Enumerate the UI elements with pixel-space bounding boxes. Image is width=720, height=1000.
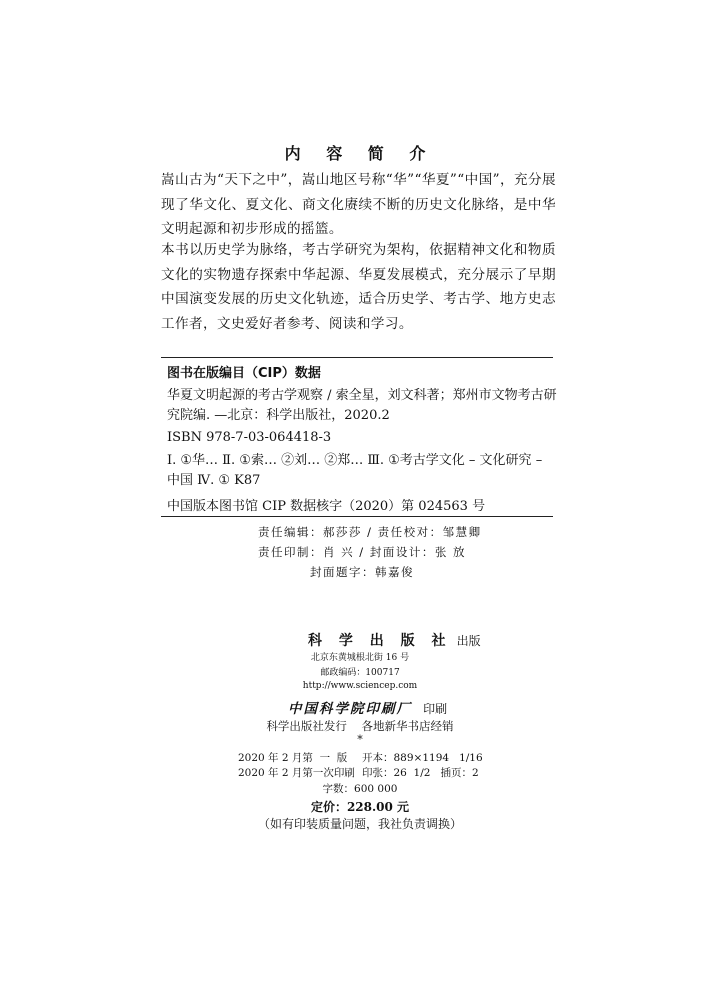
printer-suffix: 印刷 xyxy=(423,702,448,716)
publisher-logo: 科 学 出 版 社 xyxy=(308,633,452,649)
publisher-suffix: 出版 xyxy=(456,634,481,648)
print-sheets: 印张：26 1/2 插页：2 xyxy=(362,767,479,779)
distribution-line: 科学出版社发行 各地新华书店经销 xyxy=(266,719,454,733)
cip-heading: 图书在版编目（CIP）数据 xyxy=(167,366,321,381)
cip-isbn: ISBN 978-7-03-064418-3 xyxy=(167,430,332,445)
cip-verification: 中国版本图书馆 CIP 数据核字（2020）第 024563 号 xyxy=(167,499,486,514)
quality-notice: （如有印装质量问题，我社负责调换） xyxy=(257,817,462,831)
word-count: 字数：600 000 xyxy=(322,783,398,795)
edition-date: 2020 年 2 月第 一 版 xyxy=(238,752,348,764)
staff-production: 责任印制：肖 兴 / 封面设计：张 放 xyxy=(258,545,466,559)
publisher-address: 北京东黄城根北街 16 号 xyxy=(310,653,410,663)
cip-top-rule xyxy=(161,357,553,358)
book-format: 开本：889×1194 1/16 xyxy=(362,752,483,764)
printer-logo: 中国科学院印刷厂 xyxy=(288,701,412,717)
printer-line xyxy=(288,697,447,717)
print-date: 2020 年 2 月第一次印刷 xyxy=(238,767,355,779)
price: 定价：228.00 元 xyxy=(310,800,410,814)
cip-record: 华夏文明起源的考古学观察 / 索全星，刘文科著；郑州市文物考古研究院编. —北京：科学出版社，2020.2 xyxy=(167,388,557,423)
summary-title: 内 容 简 介 xyxy=(284,144,436,163)
publisher-line xyxy=(308,630,481,650)
publisher-postcode: 邮政编码：100717 xyxy=(320,668,400,678)
cip-classification: Ⅰ. ①华… Ⅱ. ①索… ②刘… ②郑… Ⅲ. ①考古学文化 – 文化研究 – 中国 Ⅳ. ① K87 xyxy=(167,453,543,488)
summary-paragraph-1: 嵩山古为“天下之中”，嵩山地区号称“华”“华夏”“中国”，充分展现了华文化、夏文化、商文化赓续不断的历史文化脉络，是中华文明起源和初步形成的摇篮。 xyxy=(161,172,556,237)
publisher-url: http://www.sciencep.com xyxy=(302,681,418,691)
staff-editors: 责任编辑：郝莎莎 / 责任校对：邹慧卿 xyxy=(258,525,482,539)
summary-paragraph-2: 本书以历史学为脉络，考古学研究为架构，依据精神文化和物质文化的实物遗存探索中华起源、华夏发展模式，充分展示了早期中国演变发展的历史文化轨迹，适合历史学、考古学、地方史志工作者，文史爱好者参考、阅读和学习。 xyxy=(161,242,556,332)
separator-star: * xyxy=(357,733,363,746)
staff-calligraphy: 封面题字：韩嘉俊 xyxy=(310,565,414,579)
cip-bottom-rule xyxy=(161,516,553,517)
